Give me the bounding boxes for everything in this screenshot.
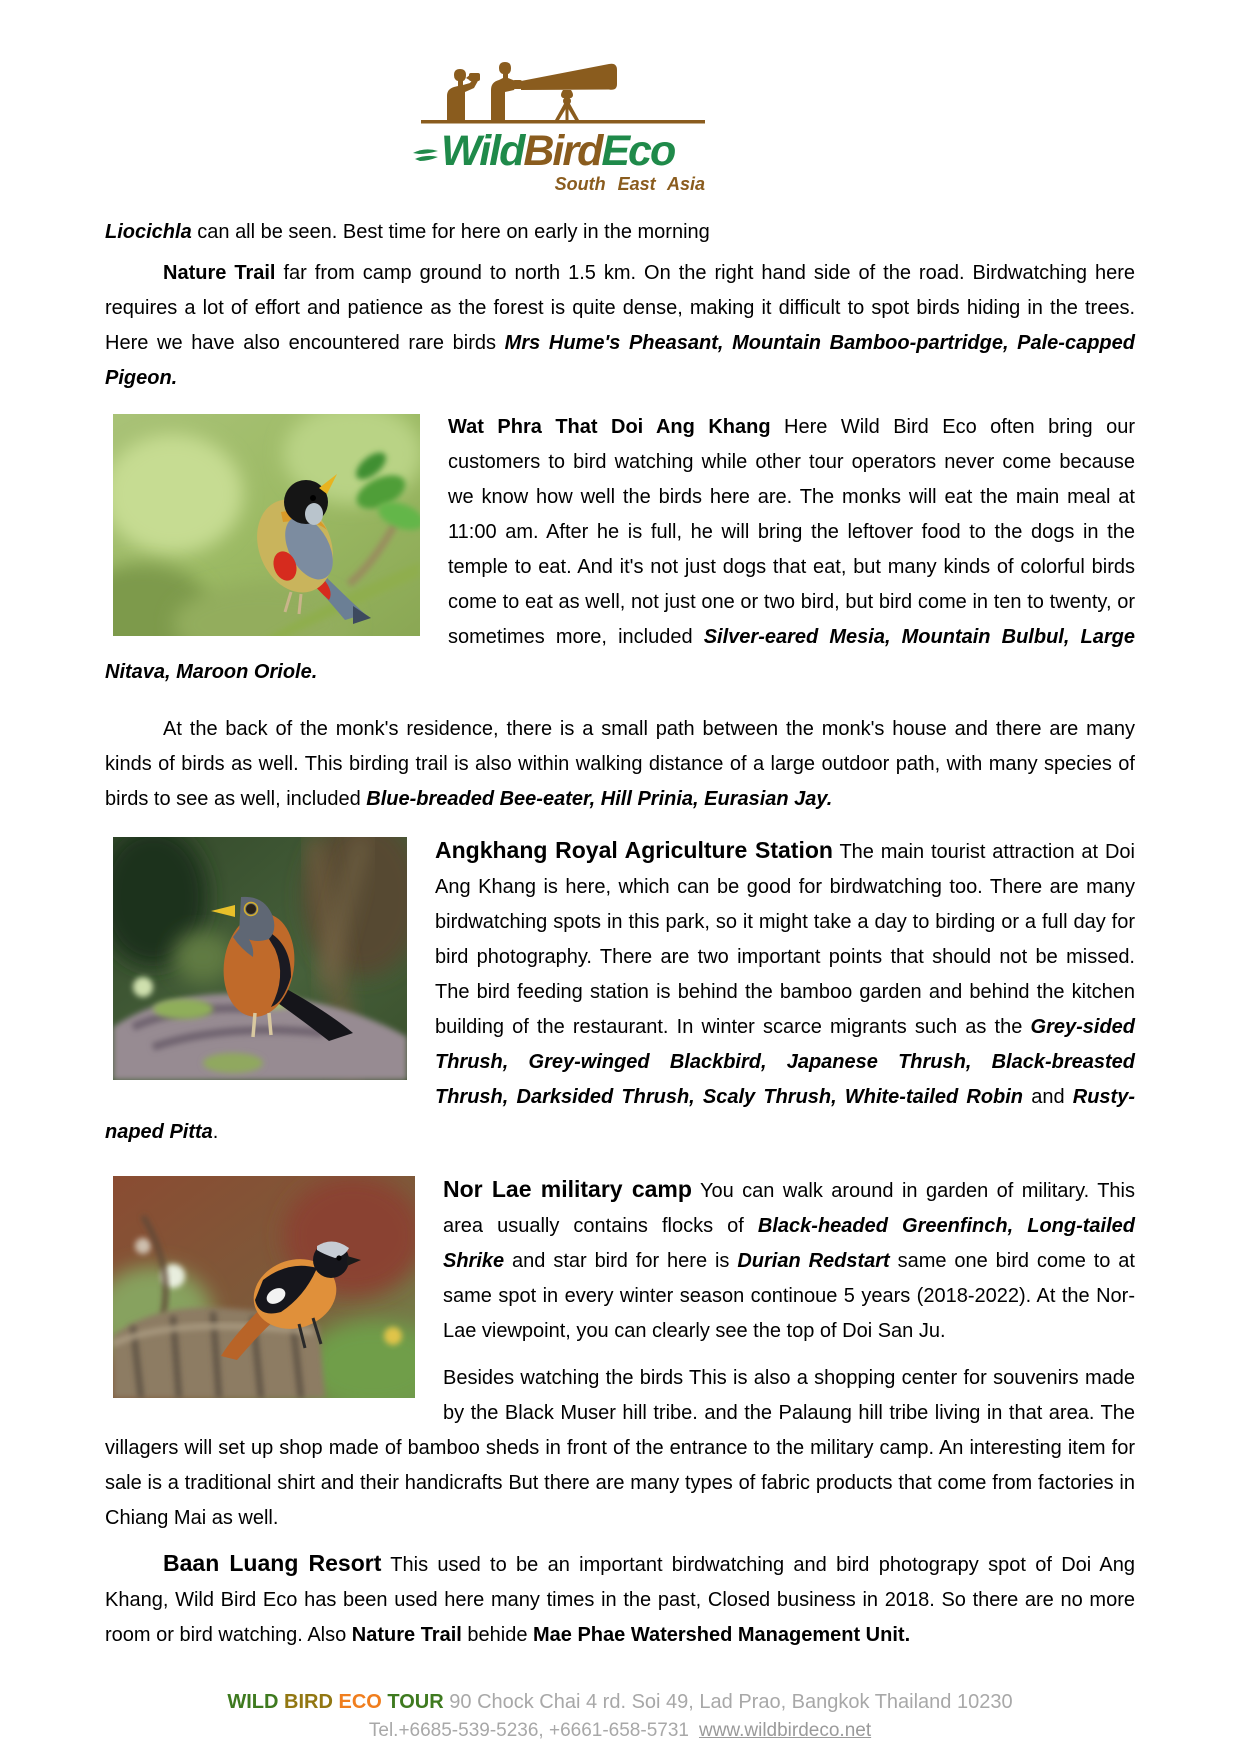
text-run: TOUR: [387, 1691, 444, 1713]
text-run: can all be seen. Best time for here on early in the morning: [191, 221, 710, 243]
text-run: Rusty-naped Pitta: [105, 1086, 1135, 1143]
logo-word-eco: Eco: [601, 127, 675, 175]
text-run: Black-headed Greenfinch, Long-tailed Shrike: [443, 1215, 1135, 1272]
logo-word-wild: Wild: [441, 127, 524, 175]
text-run: Durian Redstart: [737, 1250, 890, 1272]
logo-tagline: South East Asia: [554, 174, 705, 194]
text-run: At the back of the monk's residence, there is a small path between the monk's house and there are many kinds of birds as well. This birding trail is also within walking distance of a large outdoor path, with many species of birds to see as well, included: [105, 718, 1135, 810]
silver-eared-mesia-photo: [113, 414, 420, 636]
text-run: Nature Trail: [351, 1624, 462, 1646]
footer-contact-line: [105, 1717, 1135, 1745]
text-run: Here Wild Bird Eco often bring our customers to bird watching while other tour operators never come because we know how well the birds here are. The monks will eat the main meal at 11:00 am. After he is full, he will bring the leftover food to the dogs in the temple to eat. And it's not just dogs that eat, but many kinds of colorful birds come to eat as well, not just one or two bird, but bird come in ten to twenty, or sometimes more, included: [448, 416, 1135, 648]
text-run: WILD: [227, 1691, 285, 1713]
text-run: and star bird for here is: [504, 1250, 738, 1272]
text-run: BIRD: [284, 1691, 339, 1713]
section-nor-lae-camp: [105, 1172, 1135, 1536]
text-run: This used to be an important birdwatching and bird photograpy spot of Doi Ang Khang, Wild Bird Eco has been used here many times in the past, Closed business in 2018. So there are no more room or bird watching. Also: [105, 1554, 1135, 1646]
footer: [105, 1687, 1135, 1745]
text-run: Blue-breaded Bee-eater, Hill Prinia, Eurasian Jay.: [366, 788, 833, 810]
section-wat-phra-that: [105, 410, 1135, 702]
text-run: The main tourist attraction at Doi Ang Khang is here, which can be good for birdwatching too. There are many birdwatching spots in this park, so it might take a day to birding or a full day for bird photography. There are two important points that should not be missed. The bird feeding station is behind the bamboo garden and behind the kitchen building of the restaurant. In winter scarce migrants such as the: [435, 841, 1135, 1038]
logo-wordmark: [413, 127, 705, 175]
footer-website-link[interactable]: www.wildbirdeco.net: [698, 1720, 872, 1741]
text-run: Besides watching the birds This is also a shopping center for souvenirs made by the Black Muser hill tribe. and the Palaung hill tribe living in that area. The villagers will set up shop made of bamboo sheds in front of the entrance to the military camp. An interesting item for sale is a traditional shirt and their handicrafts But there are many types of fabric products that come from factories in Chiang Mai as well.: [105, 1367, 1135, 1529]
text-run: Silver-eared Mesia, Mountain Bulbul, Large Nitava, Maroon Oriole.: [105, 626, 1135, 683]
text-run: Grey-sided Thrush, Grey-winged Blackbird, Japanese Thrush, Black-breasted Thrush, Darksided Thrush, Scaly Thrush, White-tailed Robin: [435, 1016, 1135, 1108]
footer-telephone: Tel.+6685-539-5236, +6661-658-5731: [368, 1720, 689, 1741]
text-run: Mrs Hume's Pheasant, Mountain Bamboo-partridge, Pale-capped Pigeon.: [105, 332, 1135, 389]
wildbirdeco-logo: [413, 56, 705, 195]
paragraph-nature-trail: [105, 256, 1135, 396]
text-run: .: [212, 1121, 219, 1143]
text-run: ECO: [338, 1691, 388, 1713]
chestnut-thrush-photo: [113, 837, 407, 1080]
logo-word-bird: Bird: [523, 127, 602, 175]
text-run: and: [1023, 1086, 1073, 1108]
paragraph-monk-residence: [105, 712, 1135, 817]
paragraph-liocichla: [105, 215, 1135, 250]
text-run: same one bird come to at same spot in every winter season continoue 5 years (2018-2022). At the Nor-Lae viewpoint, you can clearly see the top of Doi San Ju.: [443, 1250, 1135, 1342]
text-run: You can walk around in garden of military. This area usually contains flocks of: [443, 1180, 1136, 1237]
wing-swash-icon: [413, 145, 439, 167]
paragraph-baan-luang: [105, 1546, 1135, 1653]
text-run: behide: [461, 1624, 533, 1646]
birdwatchers-silhouette-icon: [413, 56, 705, 136]
text-run: 90 Chock Chai 4 rd. Soi 49, Lad Prao, Bangkok Thailand 10230: [443, 1691, 1013, 1713]
text-run: Nature Trail: [163, 262, 276, 284]
section-angkhang-station: [105, 833, 1135, 1162]
footer-company-address: [105, 1687, 1135, 1717]
text-run: Angkhang Royal Agriculture Station: [435, 837, 833, 863]
text-run: Baan Luang Resort: [163, 1550, 382, 1576]
text-run: Liocichla: [105, 221, 192, 243]
text-run: Mae Phae Watershed Management Unit.: [533, 1624, 911, 1646]
text-run: far from camp ground to north 1.5 km. On the right hand side of the road. Birdwatching here requires a lot of effort and patience as the forest is quite dense, making it difficult to spot birds hiding in the trees. Here we have also encountered rare birds: [105, 262, 1135, 354]
text-run: Nor Lae military camp: [443, 1176, 692, 1202]
text-run: Wat Phra That Doi Ang Khang: [448, 416, 771, 438]
daurian-redstart-photo: [113, 1176, 415, 1398]
